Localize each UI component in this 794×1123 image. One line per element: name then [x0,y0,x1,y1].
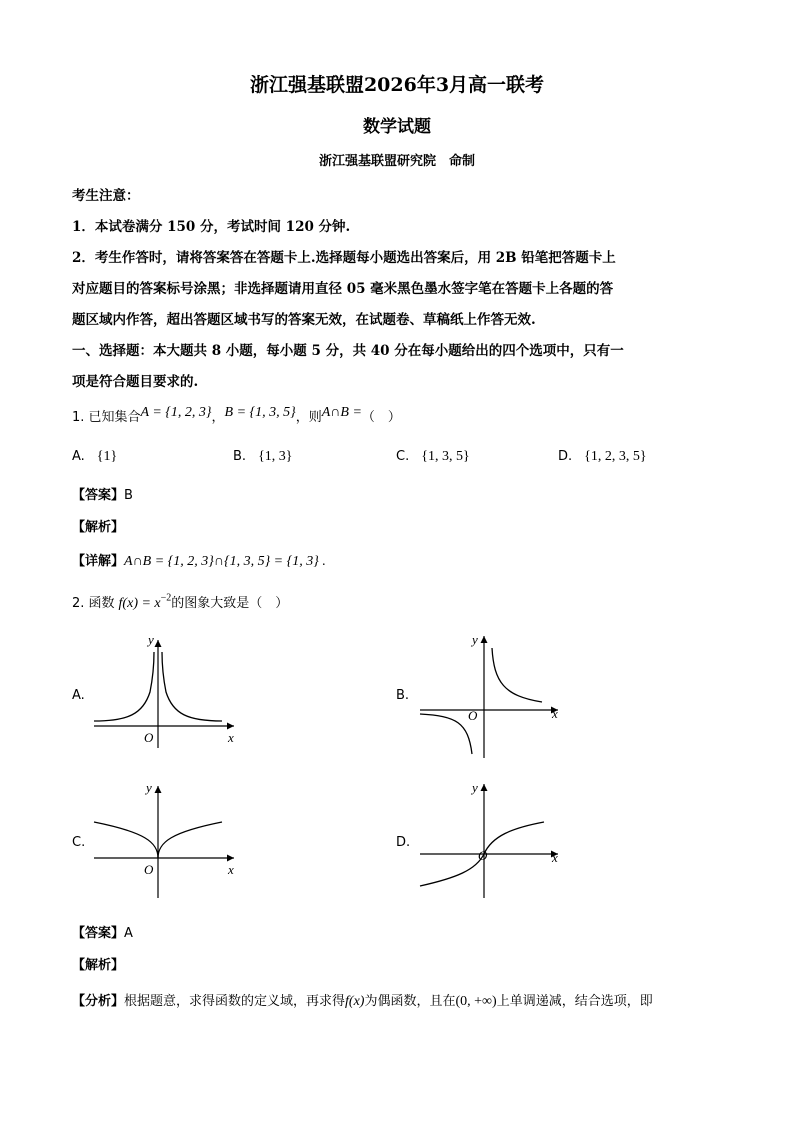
q2-fenxi-func: f(x) [345,994,365,1009]
q2-answer [72,922,133,942]
q1-detail [72,550,326,570]
q1-option-b [233,447,293,465]
q2-graph-c-origin-label: O [144,862,154,877]
notice-item-2-line-1: 2．考生作答时，请将答案答在答题卡上.选择题每小题选出答案后，用 2B 铅笔把答题卡上 [72,250,616,266]
q2-exponent: −2 [160,592,172,604]
notice-item-2-line-2: 对应题目的答案标号涂黑；非选择题请用直径 05 毫米黑色墨水签字笔在答题卡上各题的答 [72,281,614,297]
q2-fenxi-text-1: 根据题意，求得函数的定义域，再求得 [124,994,346,1009]
q2-graph-b-x-label: x [552,706,558,721]
q2-fenxi-text-2: 为偶函数，且在 [364,994,456,1009]
q2-analysis-label: 【解析】 [72,958,125,973]
q2-graph-a-y-label: y [148,632,154,647]
q2-option-c-label: C. [72,835,86,850]
q2-suffix: 的图象大致是（ ） [171,596,289,611]
q2-graph-b-y-label: y [472,632,478,647]
q1-option-a-value: {1} [96,449,118,464]
q2-graph-b-origin-label: O [468,708,478,723]
q1-answer-label: 【答案】 [72,488,125,503]
q2-option-d-label: D. [396,835,411,850]
q2-graph-c-x-label: x [228,862,234,877]
q2-graph-d-y-label: y [472,780,478,795]
q2-graph-b [416,630,566,760]
q1-detail-text: A∩B = {1, 2, 3}∩{1, 3, 5} = {1, 3} . [124,554,326,569]
q2-graph-d-x-label: x [552,850,558,865]
q1-answer-value: B [124,488,133,503]
q1-option-c [396,447,470,465]
exam-title: 浙江强基联盟2026年3月高一联考 [249,74,545,96]
q1-option-d [558,447,647,465]
q2-fenxi-label: 【分析】 [72,994,125,1009]
q1-comma: ， [211,410,225,425]
q2-graph-d [416,778,566,900]
q1-option-c-value: {1, 3, 5} [421,449,470,464]
q2-graph-d-origin-label: O [478,848,488,863]
q1-option-c-label: C. [396,449,410,464]
q1-set-a: A = {1, 2, 3} [140,405,212,420]
q2-graph-a-x-label: x [228,730,234,745]
exam-subject: 数学试题 [363,117,431,137]
section-1-line-1: 一、选择题：本大题共 8 小题，每小题 5 分，共 40 分在每小题给出的四个选项中，只有一 [72,343,624,359]
q2-func: f(x) = x [118,596,161,611]
q1-set-b: B = {1, 3, 5} [224,405,296,420]
q2-prefix: 2. 函数 [72,596,115,611]
q2-graph-c-y-label: y [146,780,152,795]
question-1-stem [72,406,401,426]
notice-heading: 考生注意： [72,188,140,204]
q1-option-a [72,447,117,465]
q2-option-b-label: B. [396,688,410,703]
q1-option-b-label: B. [233,449,247,464]
q1-analysis-label: 【解析】 [72,520,125,535]
q2-graph-c [88,778,248,900]
q2-fenxi [72,990,653,1010]
q2-fenxi-interval: (0, +∞) [455,994,497,1009]
q1-prefix: 1. 已知集合 [72,410,141,425]
section-1-line-2: 项是符合题目要求的. [72,374,199,390]
question-2-stem [72,592,288,612]
q1-paren: （ ） [361,410,401,425]
exam-author: 浙江强基联盟研究院 命制 [318,154,475,169]
q1-expr: A∩B = [321,405,362,420]
q2-answer-value: A [124,926,133,941]
q2-option-a-label: A. [72,688,85,703]
q2-answer-label: 【答案】 [72,926,125,941]
q2-fenxi-text-3: 上单调递减，结合选项，即 [496,994,653,1009]
notice-item-2-line-3: 题区域内作答，超出答题区域书写的答案无效，在试题卷、草稿纸上作答无效. [72,312,536,328]
q2-graph-a-origin-label: O [144,730,154,745]
q1-detail-label: 【详解】 [72,554,125,569]
q1-then: ，则 [295,410,322,425]
q1-option-d-value: {1, 2, 3, 5} [584,449,647,464]
q2-graph-a [88,632,248,750]
notice-item-1: 1．本试卷满分 150 分，考试时间 120 分钟. [72,219,351,235]
q1-option-b-value: {1, 3} [258,449,293,464]
q1-option-a-label: A. [72,449,85,464]
q1-answer [72,484,133,504]
q1-option-d-label: D. [558,449,573,464]
